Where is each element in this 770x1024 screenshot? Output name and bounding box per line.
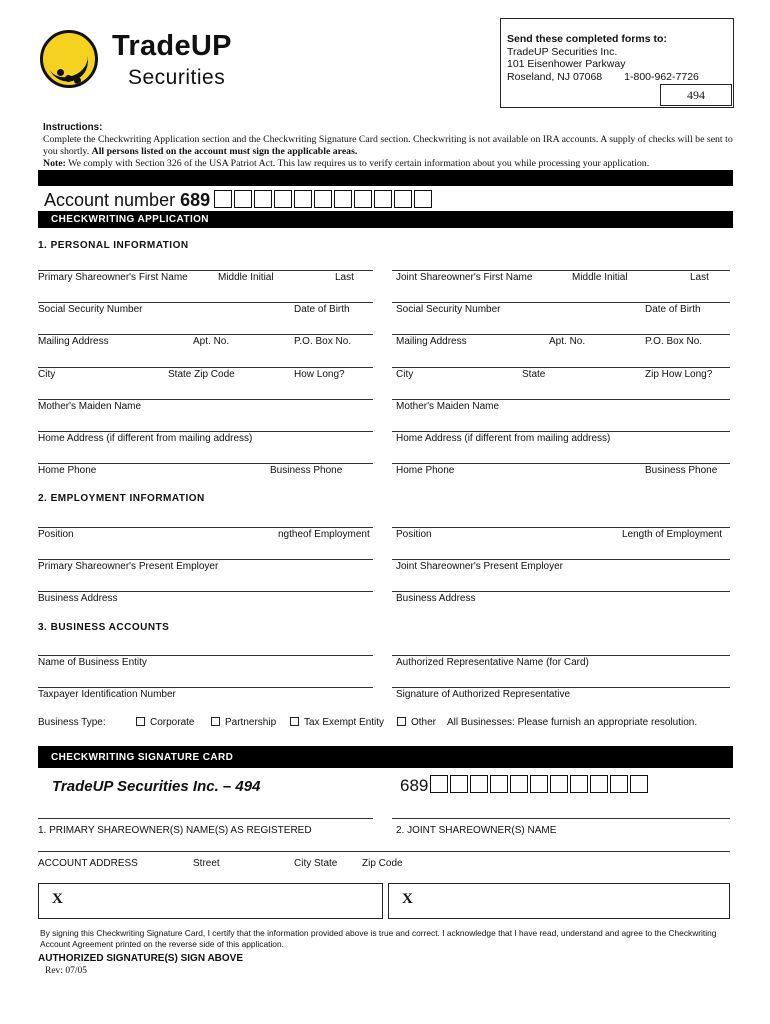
primary-home-address-label: Home Address (if different from mailing address) (38, 433, 253, 444)
authorized-rep-name-label: Authorized Representative Name (for Card) (396, 657, 589, 668)
primary-dob-label: Date of Birth (294, 304, 350, 315)
field-line[interactable] (392, 687, 730, 688)
joint-ssn-label: Social Security Number (396, 304, 501, 315)
account-digit-box[interactable] (414, 190, 432, 208)
account-digit-box[interactable] (450, 775, 468, 793)
instructions-text (43, 134, 733, 158)
primary-employer-label: Primary Shareowner's Present Employer (38, 561, 219, 572)
instructions-text-bold: All persons listed on the account must sign the applicable areas. (91, 146, 358, 157)
account-number-text: Account number (44, 190, 176, 210)
joint-last-label: Last (690, 272, 709, 283)
primary-mailing-label: Mailing Address (38, 336, 109, 347)
field-line[interactable] (38, 527, 373, 528)
checkbox-other-label: Other (411, 717, 437, 728)
account-digit-box[interactable] (430, 775, 448, 793)
checkbox-corporate-label: Corporate (150, 717, 195, 728)
joint-apt-label: Apt. No. (549, 336, 586, 347)
certification-line-1: By signing this Checkwriting Signature Card, I certify that the information provided above is true and correct. I acknowledge that I have read, understand and agree to the Checkwriting (40, 928, 717, 938)
signature-card-company: TradeUP Securities Inc. – 494 (52, 778, 261, 795)
section2-title: 2. EMPLOYMENT INFORMATION (38, 493, 205, 504)
authorized-rep-signature-label: Signature of Authorized Representative (396, 689, 570, 700)
joint-maiden-label: Mother's Maiden Name (396, 401, 500, 412)
account-digit-box[interactable] (490, 775, 508, 793)
account-digit-box[interactable] (354, 190, 372, 208)
account-digit-box[interactable] (314, 190, 332, 208)
primary-how-long-label: How Long? (294, 369, 345, 380)
joint-business-address-label: Business Address (396, 593, 476, 604)
send-to-company: TradeUP Securities Inc. (507, 45, 618, 58)
account-address-label: ACCOUNT ADDRESS (38, 858, 138, 869)
city-state-label: City State (294, 858, 338, 869)
field-line[interactable] (392, 270, 730, 271)
checkbox-icon[interactable] (211, 717, 220, 726)
account-digit-box[interactable] (630, 775, 648, 793)
primary-length-employment-label: ngtheof Employment (278, 529, 370, 540)
signature-card-prefix: 689 (400, 776, 429, 795)
joint-city-label: City (396, 369, 414, 380)
joint-middle-initial-label: Middle Initial (572, 272, 628, 283)
primary-home-phone-label: Home Phone (38, 465, 97, 476)
primary-first-name-label: Primary Shareowner's First Name (38, 272, 188, 283)
primary-business-phone-label: Business Phone (270, 465, 343, 476)
account-digit-box[interactable] (550, 775, 568, 793)
send-to-phone: 1-800-962-7726 (624, 70, 699, 83)
field-line (38, 818, 373, 819)
checkbox-partnership[interactable] (211, 717, 276, 728)
account-digit-box[interactable] (590, 775, 608, 793)
account-digit-box[interactable] (394, 190, 412, 208)
account-digit-box[interactable] (254, 190, 272, 208)
field-line[interactable] (38, 463, 373, 464)
field-line[interactable] (392, 463, 730, 464)
field-line[interactable] (392, 399, 730, 400)
field-line[interactable] (38, 270, 373, 271)
field-line[interactable] (392, 431, 730, 432)
business-type-label: Business Type: (38, 717, 106, 728)
instructions-note (43, 158, 733, 170)
business-resolution-note: All Businesses: Please furnish an appropriate resolution. (447, 717, 698, 728)
instructions (43, 122, 733, 170)
field-line[interactable] (38, 399, 373, 400)
account-digit-box[interactable] (374, 190, 392, 208)
joint-home-address-label: Home Address (if different from mailing address) (396, 433, 611, 444)
taxpayer-id-label: Taxpayer Identification Number (38, 689, 176, 700)
certification-line-2: Account Agreement printed on the reverse side of this application. (40, 939, 284, 949)
account-digit-box[interactable] (234, 190, 252, 208)
primary-city-label: City (38, 369, 56, 380)
account-digit-box[interactable] (570, 775, 588, 793)
field-line[interactable] (38, 655, 373, 656)
account-digit-box[interactable] (274, 190, 292, 208)
primary-signature-box[interactable] (38, 883, 383, 919)
field-line[interactable] (38, 302, 373, 303)
primary-apt-label: Apt. No. (193, 336, 230, 347)
form-number-box: 494 (660, 84, 732, 106)
field-line[interactable] (392, 591, 730, 592)
field-line[interactable] (38, 687, 373, 688)
checkbox-corporate[interactable] (136, 717, 194, 728)
logo-icon (40, 30, 98, 88)
note-text: We comply with Section 326 of the USA Patriot Act. This law requires us to verify certain information about you while processing your application. (68, 158, 650, 169)
joint-names-label: 2. JOINT SHAREOWNER(S) NAME (396, 825, 557, 836)
account-digit-box[interactable] (610, 775, 628, 793)
field-line[interactable] (38, 431, 373, 432)
primary-maiden-label: Mother's Maiden Name (38, 401, 142, 412)
field-line[interactable] (392, 655, 730, 656)
field-line (392, 818, 730, 819)
checkbox-tax-exempt-label: Tax Exempt Entity (304, 717, 385, 728)
account-number-label (44, 190, 210, 211)
revision-date: Rev: 07/05 (45, 966, 87, 976)
account-prefix: 689 (180, 190, 211, 210)
joint-business-phone-label: Business Phone (645, 465, 718, 476)
checkbox-partnership-label: Partnership (225, 717, 277, 728)
field-line[interactable] (392, 559, 730, 560)
field-line[interactable] (392, 527, 730, 528)
checkbox-icon[interactable] (290, 717, 299, 726)
checkbox-icon[interactable] (397, 717, 406, 726)
logo-name: TradeUP (112, 30, 232, 62)
primary-position-label: Position (38, 529, 74, 540)
account-digit-box[interactable] (510, 775, 528, 793)
account-digit-box[interactable] (530, 775, 548, 793)
checkbox-icon[interactable] (136, 717, 145, 726)
logo-subtitle: Securities (128, 66, 226, 89)
primary-business-address-label: Business Address (38, 593, 118, 604)
checkbox-other[interactable] (397, 717, 436, 728)
joint-position-label: Position (396, 529, 432, 540)
account-digit-box[interactable] (294, 190, 312, 208)
field-line[interactable] (38, 334, 373, 335)
field-line (38, 851, 730, 852)
authorized-signatures-label: AUTHORIZED SIGNATURE(S) SIGN ABOVE (38, 953, 244, 964)
checkbox-tax-exempt[interactable] (290, 717, 384, 728)
signature-x-mark: X (402, 891, 413, 907)
field-line[interactable] (38, 559, 373, 560)
business-entity-label: Name of Business Entity (38, 657, 147, 668)
joint-pobox-label: P.O. Box No. (645, 336, 703, 347)
section3-title: 3. BUSINESS ACCOUNTS (38, 622, 170, 633)
primary-middle-initial-label: Middle Initial (218, 272, 274, 283)
divider-bar (38, 170, 733, 186)
send-to-street: 101 Eisenhower Parkway (507, 58, 626, 70)
joint-state-label: State (522, 369, 546, 380)
account-digit-box[interactable] (470, 775, 488, 793)
joint-dob-label: Date of Birth (645, 304, 701, 315)
signature-x-mark: X (52, 891, 63, 907)
account-digit-box[interactable] (214, 190, 232, 208)
send-to-city-text: Roseland, NJ 07068 (507, 70, 603, 83)
send-to-title: Send these completed forms to: (507, 33, 667, 45)
note-label: Note: (43, 158, 66, 169)
joint-employer-label: Joint Shareowner's Present Employer (396, 561, 563, 572)
instructions-heading: Instructions: (43, 122, 103, 133)
field-line[interactable] (38, 367, 373, 368)
section1-title: 1. PERSONAL INFORMATION (38, 240, 189, 251)
joint-signature-box[interactable] (388, 883, 730, 919)
primary-pobox-label: P.O. Box No. (294, 336, 352, 347)
zip-code-label: Zip Code (362, 858, 403, 869)
checkwriting-application-header: CHECKWRITING APPLICATION (38, 211, 733, 228)
field-line[interactable] (392, 367, 730, 368)
joint-zip-how-long-label: Zip How Long? (645, 369, 713, 380)
primary-names-label: 1. PRIMARY SHAREOWNER(S) NAME(S) AS REGISTERED (38, 825, 312, 836)
primary-state-zip-label: State Zip Code (168, 369, 235, 380)
field-line[interactable] (392, 302, 730, 303)
account-digit-box[interactable] (334, 190, 352, 208)
primary-ssn-label: Social Security Number (38, 304, 143, 315)
street-label: Street (193, 858, 220, 869)
joint-length-employment-label: Length of Employment (622, 529, 723, 540)
joint-first-name-label: Joint Shareowner's First Name (396, 272, 533, 283)
field-line[interactable] (392, 334, 730, 335)
joint-mailing-label: Mailing Address (396, 336, 467, 347)
instructions-text-main: Complete the Checkwriting Application section and the Checkwriting Signature Card section. Checkwriting is not available on IRA accounts. A supply of checks will be sent to you shortly. (43, 134, 733, 157)
joint-home-phone-label: Home Phone (396, 465, 455, 476)
field-line[interactable] (38, 591, 373, 592)
send-to-city (507, 71, 733, 84)
signature-card-header: CHECKWRITING SIGNATURE CARD (38, 746, 733, 768)
primary-last-label: Last (335, 272, 354, 283)
